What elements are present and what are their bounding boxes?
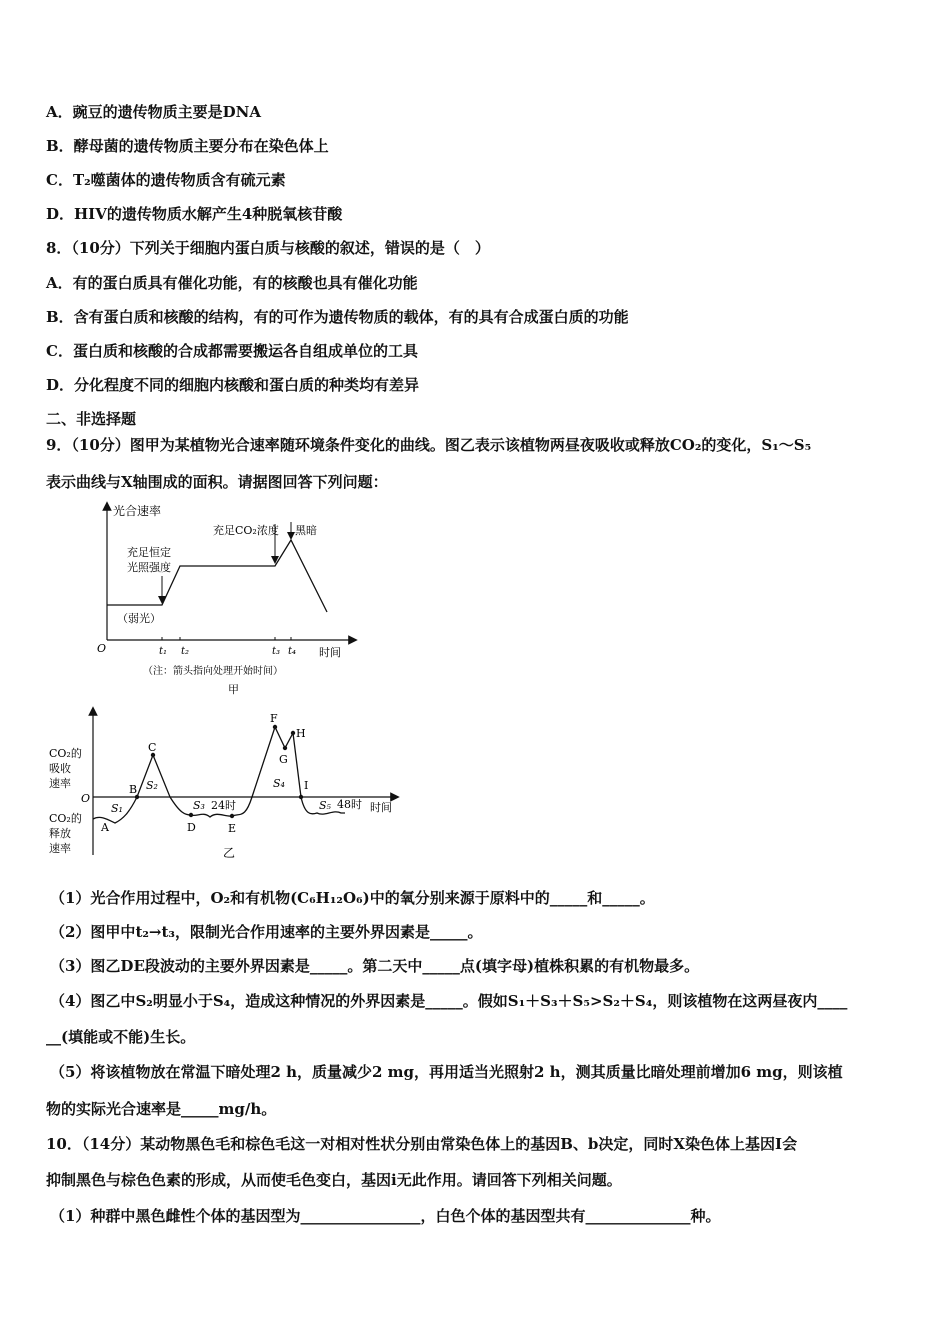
jia-annotation-light-1: 充足恒定 [127,546,171,559]
question-9-part-1: （1）光合作用过程中，O₂和有机物(C₆H₁₂O₆)中的氧分别来源于原料中的_____和_____。 [50,889,655,907]
figure-yi [45,705,405,865]
yi-tick-24: 24时 [211,799,236,812]
jia-annotation-light-2: 光照强度 [127,561,171,574]
jia-annotation-co2: 充足CO₂浓度 [213,524,279,537]
yi-point-d [189,813,193,817]
question-9-stem-2: 表示曲线与X轴围成的面积。请据图回答下列问题： [46,473,388,491]
jia-annotation-weak: （弱光） [117,612,161,625]
yi-point-h [291,731,295,735]
option-8b: B．含有蛋白质和核酸的结构，有的可作为遗传物质的载体，有的具有合成蛋白质的功能 [46,308,629,326]
jia-note: （注：箭头指向处理开始时间） [143,666,283,677]
question-9-part-3: （3）图乙DE段波动的主要外界因素是_____。第二天中_____点(填字母)植株积累的有机物最多。 [50,957,700,975]
yi-label-e: E [228,822,237,835]
yi-caption: 乙 [223,846,236,860]
question-9-stem-1: 9．（10分）图甲为某植物光合速率随环境条件变化的曲线。图乙表示该植物两昼夜吸收或释放CO₂的变化，S₁～S₅ [46,436,812,454]
jia-tick-label-t1: t₁ [159,646,168,657]
yi-y-top-3: 速率 [49,777,71,790]
yi-label-f: F [270,712,278,725]
yi-area-s5: S₅ [319,799,331,812]
jia-y-label: 光合速率 [113,504,162,518]
option-7c: C．T₂噬菌体的遗传物质含有硫元素 [46,171,286,189]
yi-y-top-2: 吸收 [49,762,71,775]
yi-area-s1: S₁ [111,802,123,815]
question-10-part-1: （1）种群中黑色雌性个体的基因型为________________，白色个体的基因型共有______________种。 [50,1207,721,1225]
question-10-stem-2: 抑制黑色与棕色色素的形成，从而使毛色变白，基因i无此作用。请回答下列相关问题。 [46,1171,622,1189]
jia-x-label: 时间 [319,646,341,659]
yi-y-bottom-2: 释放 [49,827,71,840]
question-9-part-4a: （4）图乙中S₂明显小于S₄，造成这种情况的外界因素是_____。假如S₁＋S₃＋S₅>S₂＋S₄，则该植物在这两昼夜内____ [50,992,848,1010]
option-8c: C．蛋白质和核酸的合成都需要搬运各自组成单位的工具 [46,342,418,360]
yi-area-s4: S₄ [273,777,285,790]
yi-point-g [283,746,287,750]
yi-y-bottom-1: CO₂的 [49,812,82,825]
question-10-stem-1: 10．（14分）某动物黑色毛和棕色毛这一对相对性状分别由常染色体上的基因B、b决定，同时X染色体上基因I会 [46,1135,798,1153]
yi-label-h: H [296,727,306,740]
yi-label-i: I [304,779,309,792]
option-8a: A．有的蛋白质具有催化功能，有的核酸也具有催化功能 [46,274,418,292]
jia-tick-label-t2: t₂ [181,646,190,657]
jia-origin: O [97,642,107,655]
yi-label-b: B [129,783,138,796]
option-8d: D．分化程度不同的细胞内核酸和蛋白质的种类均有差异 [46,376,420,394]
yi-origin: O [81,792,91,805]
yi-point-e [230,814,234,818]
question-9-part-5a: （5）将该植物放在常温下暗处理2 h，质量减少2 mg，再用适当光照射2 h，测其质量比暗处理前增加6 mg，则该植 [50,1063,843,1081]
option-7a: A．豌豆的遗传物质主要是DNA [46,103,261,121]
yi-label-d: D [187,821,196,834]
yi-area-s2: S₂ [146,779,158,792]
yi-label-g: G [279,753,288,766]
question-9-part-4b: __(填能或不能)生长。 [46,1028,196,1046]
jia-annotation-dark: 黑暗 [295,524,317,537]
yi-y-bottom-3: 速率 [49,842,71,855]
yi-tick-48: 48时 [337,798,362,811]
question-9-part-2: （2）图甲中t₂→t₃，限制光合作用速率的主要外界因素是_____。 [50,923,483,941]
figure-jia [95,500,365,700]
option-7b: B．酵母菌的遗传物质主要分布在染色体上 [46,137,329,155]
yi-x-label: 时间 [370,801,392,814]
yi-label-a: A [101,821,109,834]
question-9-part-5b: 物的实际光合速率是_____mg/h。 [46,1100,277,1118]
section-heading: 二、非选择题 [46,410,137,428]
option-7d: D．HIV的遗传物质水解产生4种脱氧核苷酸 [46,205,343,223]
yi-area-s3: S₃ [193,799,205,812]
yi-y-top-1: CO₂的 [49,747,82,760]
jia-tick-label-t4: t₄ [288,646,297,657]
question-8-stem: 8．（10分）下列关于细胞内蛋白质与核酸的叙述，错误的是（ ） [46,239,490,257]
yi-label-c: C [148,741,157,754]
jia-tick-label-t3: t₃ [272,646,281,657]
jia-caption: 甲 [228,683,239,696]
yi-point-i [299,795,303,799]
yi-point-f [273,725,277,729]
